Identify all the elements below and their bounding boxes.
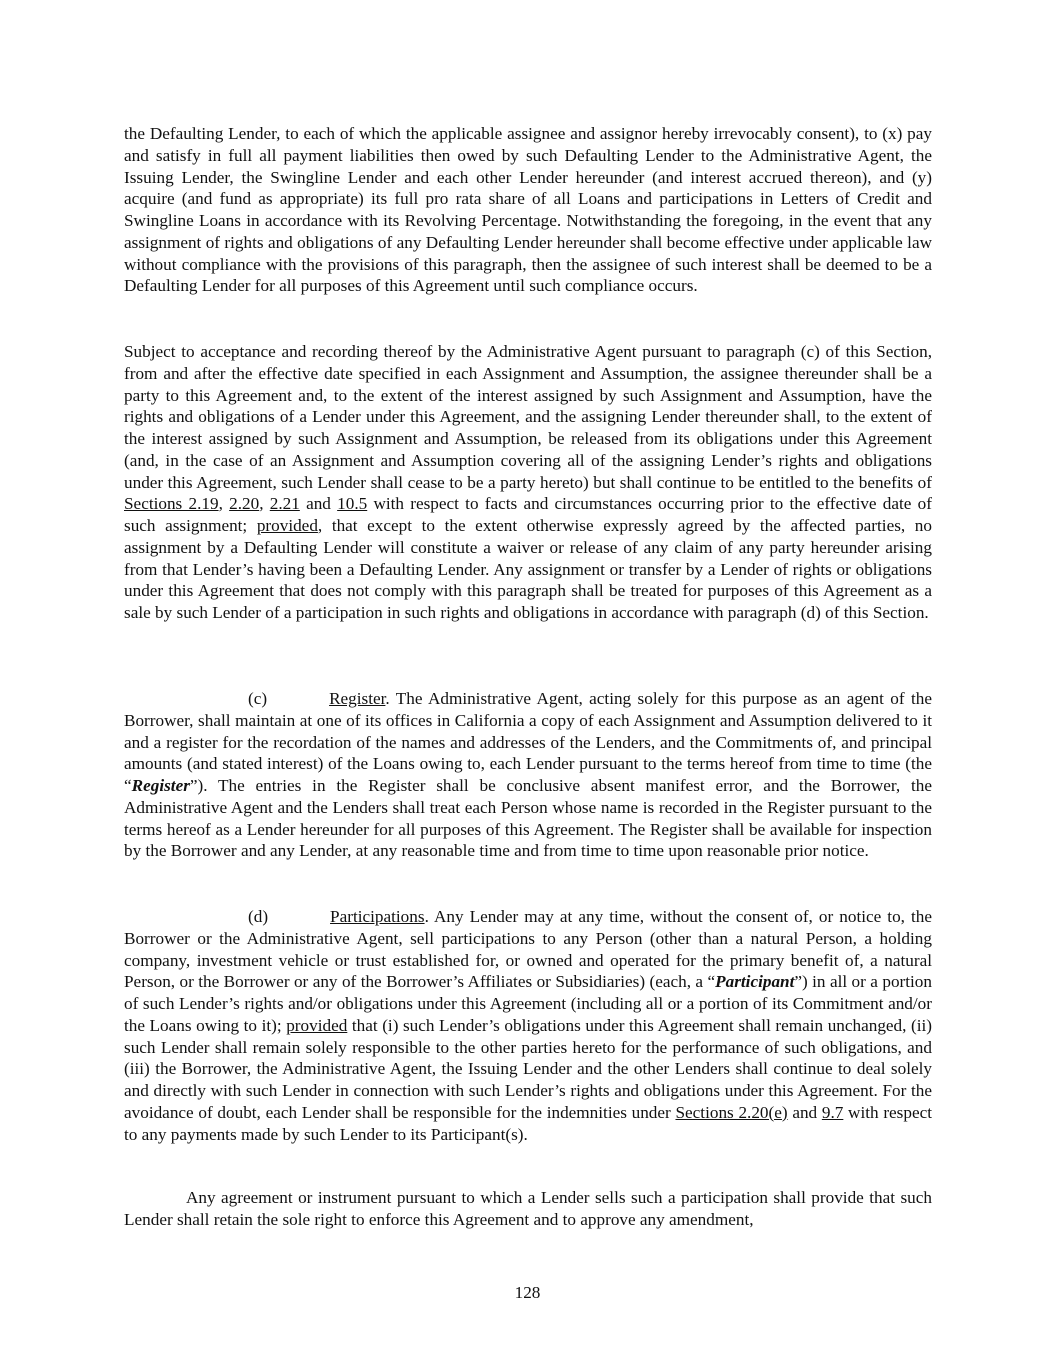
paragraph-text: . The Administrative Agent, acting solely for this purpose as an agent of the Borrower, shall maintain at one of its offices in California a copy of each Assignment and Assumption delivered to it and a register for the recordation of the names and addresses of the Lenders, and the Commitments of, and principal amounts (and stated interest) of the Loans owing to, each Lender pursuant to the terms hereof from time to time (the “ — [124, 689, 932, 795]
paragraph-register — [124, 688, 932, 862]
clause-label: (c) — [248, 689, 268, 708]
provided-term: provided — [286, 1015, 348, 1035]
paragraph-participations — [124, 906, 932, 1145]
section-reference-2-20-e: Sections 2.20(e) — [675, 1102, 788, 1122]
separator-text: and — [787, 1102, 822, 1122]
section-reference-2-20: 2.20 — [229, 494, 260, 514]
section-reference-2-21: 2.21 — [269, 494, 300, 514]
paragraph-text: , that except to the extent otherwise expressly agreed by the affected parties, no assignment by a Defaulting Lender will constitute a waiver or release of any claim of any party hereunder arising from that Lender’s having been a Defaulting Lender. Any assignment or transfer by a Lender of rights or obligations under this Agreement that does not comply with this paragraph shall be treated for purposes of this Agreement as a sale by such Lender of a participation in such rights and obligations in accordance with paragraph (d) of this Section. — [124, 516, 932, 622]
paragraph-text: Subject to acceptance and recording thereof by the Administrative Agent pursuant to paragraph (c) of this Section, from and after the effective date specified in each Assignment and Assumption, the assignee thereunder shall be a party to this Agreement and, to the extent of the interest assigned by such Assignment and Assumption, have the rights and obligations of a Lender under this Agreement, and the assigning Lender thereunder shall, to the extent of the interest assigned by such Assignment and Assumption, be released from its obligations under this Agreement (and, in the case of an Assignment and Assumption covering all of the assigning Lender’s rights and obligations under this Agreement, such Lender shall cease to be a party hereto) but shall continue to be entitled to the benefits of — [124, 342, 932, 492]
clause-heading: Register — [329, 689, 386, 708]
paragraph-text: Any agreement or instrument pursuant to which a Lender sells such a participation shall provide that such Lender shall retain the sole right to enforce this Agreement and to approve any amendment, — [124, 1188, 932, 1229]
paragraph-text: ”). The entries in the Register shall be conclusive absent manifest error, and the Borrower, the Administrative Agent and the Lenders shall treat each Person whose name is recorded in the Register pursuant to the terms hereof as a Lender hereunder for all purposes of this Agreement. The Register shall be available for inspection by the Borrower and any Lender, at any reasonable time and from time to time upon reasonable prior notice. — [124, 776, 932, 861]
paragraph-assignment-effect — [124, 341, 932, 624]
paragraph-text: with respect to any payments made by such Lender to its Participant(s). — [124, 1102, 932, 1144]
paragraph-text: with respect to facts and circumstances occurring prior to the effective date of such assignment; — [124, 494, 932, 535]
page-number: 128 — [514, 1283, 541, 1302]
section-reference-9-7: 9.7 — [821, 1102, 844, 1122]
section-reference-10-5: 10.5 — [337, 494, 368, 514]
separator-text: and — [299, 494, 338, 514]
paragraph-participation-agreement — [124, 1187, 932, 1231]
separator-text: , — [218, 494, 230, 514]
defined-term: Participant — [715, 972, 795, 992]
defined-term: Register — [131, 776, 190, 795]
separator-text: , — [259, 494, 270, 514]
clause-heading: Participations — [330, 907, 425, 926]
clause-label: (d) — [248, 907, 269, 926]
paragraph-text: the Defaulting Lender, to each of which the applicable assignee and assignor hereby irrevocably consent), to (x) pay and satisfy in full all payment liabilities then owed by such Defaulting Lender to the Administrative Agent, the Issuing Lender, the Swingline Lender and each other Lender hereunder (and interest accrued thereon), and (y) acquire (and fund as appropriate) its full pro rata share of all Loans and participations in Letters of Credit and Swingline Loans in accordance with its Revolving Percentage. Notwithstanding the foregoing, in the event that any assignment of rights and obligations of any Defaulting Lender hereunder shall become effective under applicable law without compliance with the provisions of this paragraph, then the assignee of such interest shall be deemed to be a Defaulting Lender for all purposes of this Agreement until such compliance occurs. — [124, 124, 932, 296]
section-reference-2-19: Sections 2.19 — [124, 494, 219, 514]
paragraph-text: . Any Lender may at any time, without the consent of, or notice to, the Borrower or the Administrative Agent, sell participations to any Person (other than a natural Person, a holding company, investment vehicle or trust established for, or owned and operated for the primary benefit of, a natural Person, or the Borrower or any of the Borrower’s Affiliates or Subsidiaries) (each, a “ — [124, 907, 932, 992]
paragraph-text: ”) in all or a portion of such Lender’s rights and/or obligations under this Agreement (including all or a portion of its Commitment and/or the Loans owing to it); — [124, 972, 932, 1035]
paragraph-text: that (i) such Lender’s obligations under this Agreement shall remain unchanged, (ii) such Lender shall remain solely responsible to the other parties hereto for the performance of such obligations, and (iii) the Borrower, the Administrative Agent, the Issuing Lender and the other Lenders shall continue to deal solely and directly with such Lender in connection with such Lender’s rights and obligations under this Agreement. For the avoidance of doubt, each Lender shall be responsible for the indemnities under — [124, 1015, 933, 1122]
provided-term: provided — [256, 516, 318, 535]
paragraph-continuation — [124, 123, 932, 297]
